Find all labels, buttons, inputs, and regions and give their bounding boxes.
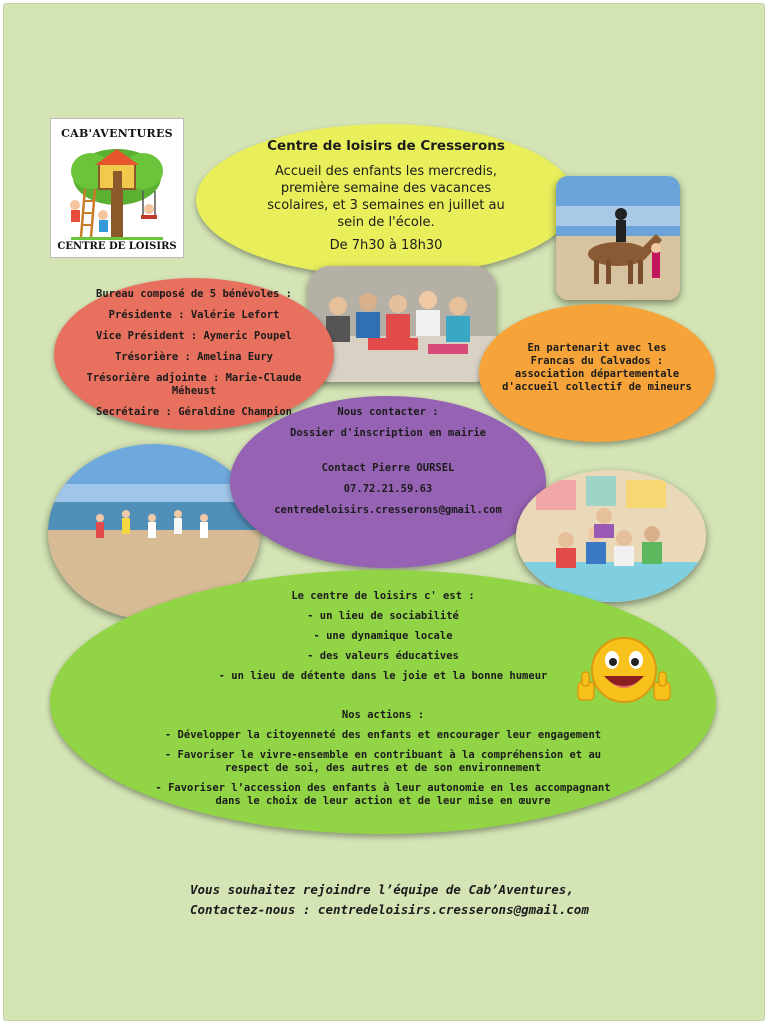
- intro-line: scolaires, et 3 semaines en juillet au: [267, 198, 505, 213]
- about-item: - des valeurs éducatives: [307, 650, 459, 662]
- about-item: - un lieu de sociabilité: [307, 610, 459, 622]
- about-item: - une dynamique locale: [313, 630, 453, 642]
- contact-email: centredeloisirs.cresserons@gmail.com: [274, 504, 502, 516]
- partner-line: association départementale: [514, 368, 680, 380]
- contact-heading: Nous contacter :: [337, 406, 439, 418]
- bureau-member: Vice Président : Aymeric Poupel: [96, 330, 292, 342]
- smiley-thumbs-up-icon: [574, 632, 674, 712]
- opening-hours: De 7h30 à 18h30: [329, 238, 443, 253]
- bureau-member: Trésorière : Amelina Eury: [114, 351, 274, 363]
- intro-line: sein de l'école.: [337, 215, 435, 230]
- cab-aventures-logo: [50, 118, 184, 258]
- intro-title: Centre de loisirs de Cresserons: [267, 138, 505, 154]
- tree-house-logo-icon: [51, 119, 183, 257]
- intro-bubble: [196, 124, 576, 276]
- contact-person: Contact Pierre OURSEL: [321, 462, 455, 474]
- footer-contact: Contactez-nous : centredeloisirs.cresserons@gmail.com: [190, 902, 589, 917]
- footer-line: Vous souhaitez rejoindre l’équipe de Cab’Aventures,: [190, 882, 574, 897]
- action-item: - Favoriser le vivre-ensemble en contribuant à la compréhension et au respect de soi, des autres et de son environnement: [164, 749, 602, 774]
- registration-info: Dossier d'inscription en mairie: [290, 427, 486, 439]
- action-item: - Favoriser l’accession des enfants à leur autonomie en les accompagnant dans le choix de leur action et de leur mise en œuvre: [155, 782, 611, 807]
- join-team-footer: [190, 880, 589, 920]
- horse-beach-photo: [556, 176, 680, 300]
- bureau-heading: Bureau composé de 5 bénévoles :: [96, 288, 292, 300]
- partner-line: Francas du Calvados :: [530, 355, 664, 367]
- partner-line: En partenarit avec les: [527, 342, 667, 354]
- contact-phone: 07.72.21.59.63: [343, 483, 433, 495]
- contact-bubble: [230, 396, 546, 568]
- intro-line: première semaine des vacances: [280, 181, 492, 196]
- logo-title: CAB'AVENTURES: [61, 127, 173, 140]
- bureau-member: Trésorière adjointe : Marie-Claude Méheust: [86, 372, 302, 397]
- intro-line: Accueil des enfants les mercredis,: [275, 164, 497, 179]
- logo-subtitle: CENTRE DE LOISIRS: [57, 241, 177, 252]
- bureau-member: Présidente : Valérie Lefort: [108, 309, 280, 321]
- children-group-photo: [308, 266, 496, 382]
- about-item: - un lieu de détente dans le joie et la bonne humeur: [218, 670, 548, 682]
- partner-line: d'accueil collectif de mineurs: [502, 381, 692, 393]
- classroom-children-photo: [516, 470, 706, 602]
- action-item: - Développer la citoyenneté des enfants et encourager leur engagement: [164, 729, 602, 741]
- bureau-member: Secrétaire : Géraldine Champion: [96, 406, 292, 418]
- flyer-page: [4, 4, 764, 1020]
- actions-heading: Nos actions :: [341, 709, 425, 721]
- about-heading: Le centre de loisirs c' est :: [291, 590, 475, 602]
